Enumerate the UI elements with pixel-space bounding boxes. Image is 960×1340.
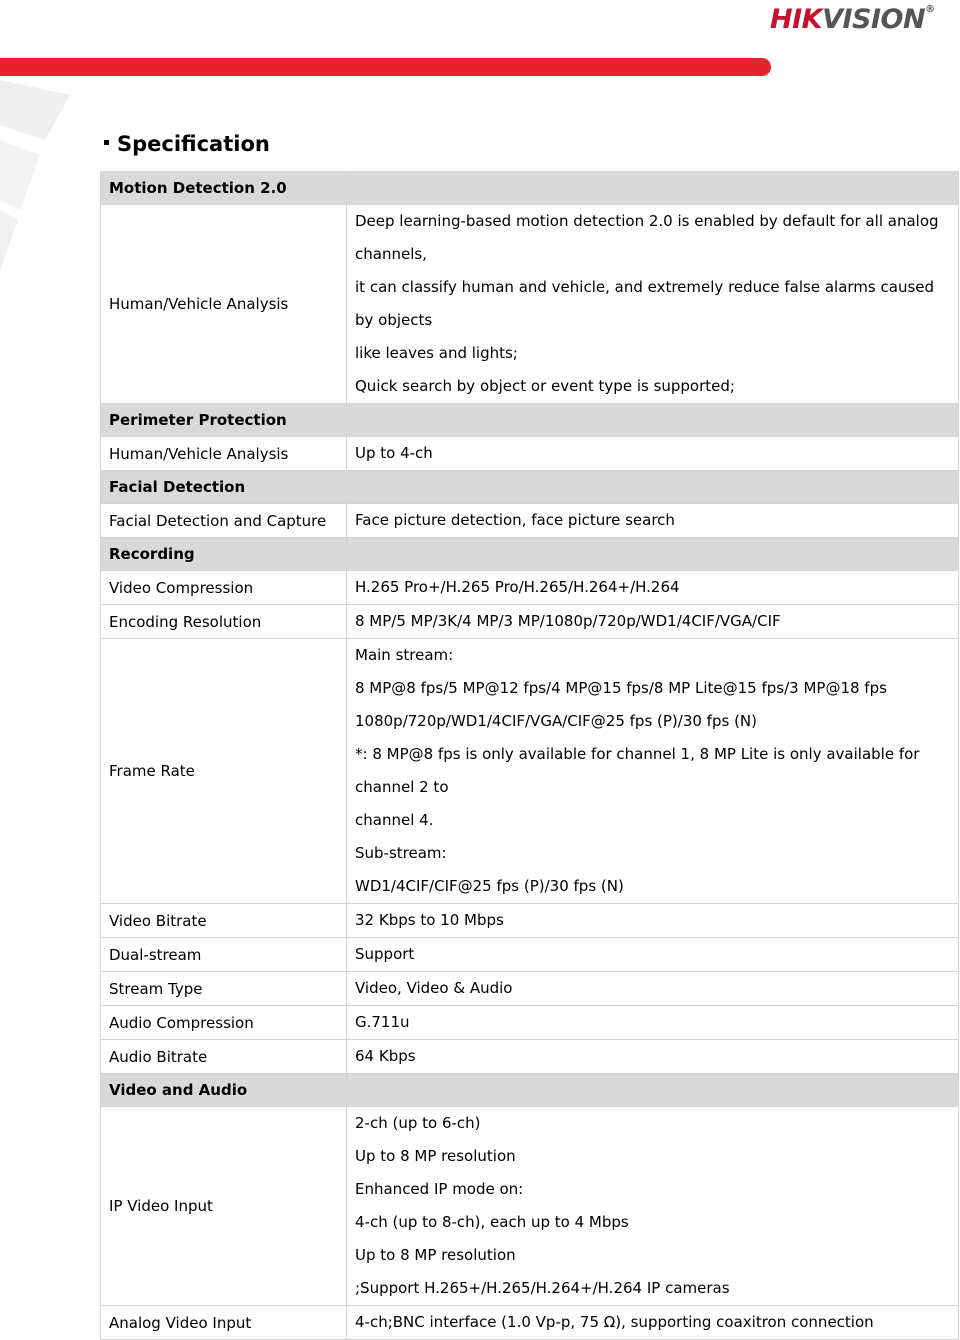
category-row	[101, 172, 959, 205]
table-row	[101, 1006, 959, 1040]
spec-value-line: Sub-stream:	[355, 844, 447, 862]
spec-value-line: Face picture detection, face picture search	[355, 511, 675, 529]
spec-value-line: it can classify human and vehicle, and extremely reduce false alarms caused by objects	[355, 278, 935, 329]
spec-value-line: like leaves and lights;	[355, 344, 518, 362]
spec-value-line: Up to 8 MP resolution	[355, 1147, 516, 1165]
spec-label: Facial Detection and Capture	[101, 504, 347, 538]
category-row	[101, 538, 959, 571]
spec-label: Dual-stream	[101, 938, 347, 972]
table-row	[101, 205, 959, 404]
table-row	[101, 571, 959, 605]
spec-value-line: Video, Video & Audio	[355, 979, 513, 997]
spec-value	[347, 1306, 959, 1340]
spec-value-line: 8 MP@8 fps/5 MP@12 fps/4 MP@15 fps/8 MP Lite@15 fps/3 MP@18 fps	[355, 679, 887, 697]
table-row	[101, 1107, 959, 1306]
hikvision-logo: HIKVISION®	[770, 4, 935, 35]
spec-label: Stream Type	[101, 972, 347, 1006]
spec-value	[347, 972, 959, 1006]
table-row	[101, 904, 959, 938]
spec-label: Audio Bitrate	[101, 1040, 347, 1074]
category-label: Recording	[101, 538, 347, 571]
spec-value	[347, 1006, 959, 1040]
spec-value	[347, 904, 959, 938]
table-row	[101, 938, 959, 972]
spec-value	[347, 605, 959, 639]
spec-value-line: 32 Kbps to 10 Mbps	[355, 911, 504, 929]
spec-value	[347, 938, 959, 972]
header-red-bar	[0, 58, 771, 76]
category-blank-cell	[347, 404, 959, 437]
spec-label: Frame Rate	[101, 639, 347, 904]
spec-value	[347, 205, 959, 404]
spec-label: Human/Vehicle Analysis	[101, 437, 347, 471]
spec-value-line: Deep learning-based motion detection 2.0 is enabled by default for all analog channels,	[355, 212, 939, 263]
spec-value-line: 4-ch (up to 8-ch), each up to 4 Mbps	[355, 1213, 629, 1231]
spec-value-line: Up to 8 MP resolution	[355, 1246, 516, 1264]
spec-value-line: Main stream:	[355, 646, 454, 664]
spec-label: Video Compression	[101, 571, 347, 605]
category-row	[101, 404, 959, 437]
table-row	[101, 972, 959, 1006]
decorative-star-watermark	[0, 70, 90, 280]
category-row	[101, 1074, 959, 1107]
category-label: Video and Audio	[101, 1074, 347, 1107]
spec-label: Video Bitrate	[101, 904, 347, 938]
spec-value-line: 8 MP/5 MP/3K/4 MP/3 MP/1080p/720p/WD1/4CIF/VGA/CIF	[355, 612, 781, 630]
spec-value	[347, 504, 959, 538]
category-blank-cell	[347, 1074, 959, 1107]
spec-label: Audio Compression	[101, 1006, 347, 1040]
spec-label: IP Video Input	[101, 1107, 347, 1306]
category-label: Perimeter Protection	[101, 404, 347, 437]
table-row	[101, 1306, 959, 1340]
category-row	[101, 471, 959, 504]
spec-value-line: ;Support H.265+/H.265/H.264+/H.264 IP cameras	[355, 1279, 730, 1297]
spec-value-line: 4-ch;BNC interface (1.0 Vp-p, 75 Ω), supporting coaxitron connection	[355, 1313, 874, 1331]
table-row	[101, 1040, 959, 1074]
spec-value-line: G.711u	[355, 1013, 410, 1031]
table-row	[101, 639, 959, 904]
category-label: Facial Detection	[101, 471, 347, 504]
spec-value-line: Up to 4-ch	[355, 444, 433, 462]
spec-value-line: WD1/4CIF/CIF@25 fps (P)/30 fps (N)	[355, 877, 624, 895]
spec-value	[347, 1107, 959, 1306]
bullet-icon	[104, 140, 109, 145]
category-blank-cell	[347, 538, 959, 571]
spec-value	[347, 437, 959, 471]
spec-label: Encoding Resolution	[101, 605, 347, 639]
spec-value	[347, 571, 959, 605]
spec-value-line: H.265 Pro+/H.265 Pro/H.265/H.264+/H.264	[355, 578, 680, 596]
category-blank-cell	[347, 172, 959, 205]
table-row	[101, 504, 959, 538]
spec-value-line: 2-ch (up to 6-ch)	[355, 1114, 481, 1132]
table-row	[101, 437, 959, 471]
section-title: Specification	[104, 132, 270, 156]
spec-value-line: 1080p/720p/WD1/4CIF/VGA/CIF@25 fps (P)/30 fps (N)	[355, 712, 757, 730]
spec-label: Human/Vehicle Analysis	[101, 205, 347, 404]
spec-table	[100, 171, 959, 1340]
spec-value-line: channel 4.	[355, 811, 434, 829]
category-blank-cell	[347, 471, 959, 504]
spec-value	[347, 639, 959, 904]
table-row	[101, 605, 959, 639]
category-label: Motion Detection 2.0	[101, 172, 347, 205]
spec-value-line: Enhanced IP mode on:	[355, 1180, 524, 1198]
spec-value	[347, 1040, 959, 1074]
spec-value-line: Support	[355, 945, 415, 963]
spec-value-line: 64 Kbps	[355, 1047, 416, 1065]
spec-label: Analog Video Input	[101, 1306, 347, 1340]
spec-value-line: Quick search by object or event type is supported;	[355, 377, 735, 395]
spec-value-line: *: 8 MP@8 fps is only available for channel 1, 8 MP Lite is only available for channel 2 to	[355, 745, 920, 796]
